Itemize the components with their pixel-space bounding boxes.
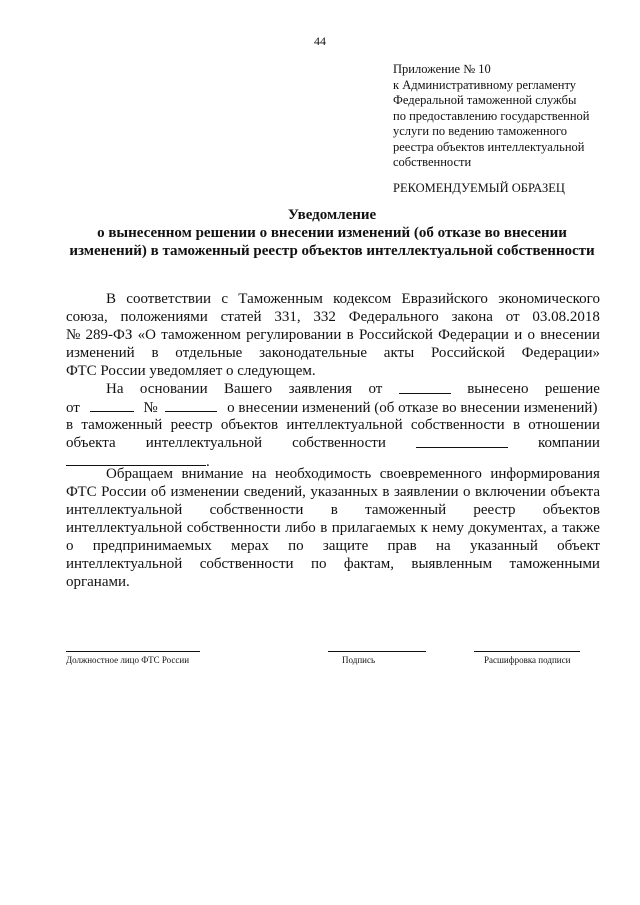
- word: статей: [220, 309, 262, 325]
- decision-number-blank[interactable]: [165, 398, 217, 412]
- word: с: [221, 291, 229, 307]
- word: основании: [139, 381, 208, 397]
- signature-line[interactable]: [328, 651, 426, 652]
- word: о внесении изменений (об отказе во внесении изменений): [227, 400, 598, 416]
- word: отношении: [528, 417, 600, 433]
- word: Таможенным: [238, 291, 323, 307]
- word: также: [562, 520, 600, 536]
- word: 03.08.2018: [532, 309, 600, 325]
- word: Российской: [430, 345, 505, 361]
- word: объектов: [542, 502, 600, 518]
- text-line: [66, 519, 600, 537]
- word: законодательные: [259, 345, 368, 361]
- word: России: [101, 484, 147, 500]
- word: таможенный: [81, 417, 163, 433]
- word: №: [143, 400, 158, 416]
- word: прав: [387, 538, 417, 554]
- appendix-line: к Административному регламенту: [393, 77, 577, 92]
- appendix-line: по предоставлению государственной: [393, 108, 590, 123]
- word: о: [66, 538, 74, 554]
- word: защите: [322, 538, 369, 554]
- word: внесении: [540, 327, 600, 343]
- word: Евразийского: [401, 291, 488, 307]
- word: 332: [313, 309, 336, 325]
- word: Российской: [358, 327, 433, 343]
- word: регулировании: [246, 327, 342, 343]
- text-line: [66, 555, 600, 573]
- word: документах,: [468, 520, 547, 536]
- appendix-line: реестра объектов интеллектуальной: [393, 139, 585, 154]
- paragraph-decision: [66, 380, 600, 470]
- word: таможенный: [365, 502, 447, 518]
- word: союза,: [66, 309, 108, 325]
- appendix-block: [393, 62, 608, 171]
- word: сведений,: [243, 484, 306, 500]
- decoding-signature-line[interactable]: [474, 651, 580, 652]
- word: в: [346, 327, 354, 343]
- word: либо: [285, 520, 316, 536]
- word: прилагаемых: [331, 520, 417, 536]
- word: изменений: [66, 345, 135, 361]
- text-line: [66, 501, 600, 519]
- word: а: [551, 520, 558, 536]
- word: Федерального: [348, 309, 439, 325]
- word: об: [150, 484, 167, 500]
- word: Федерации»: [521, 345, 600, 361]
- paragraph-legal-basis: [66, 290, 600, 380]
- page-number: 44: [314, 34, 326, 48]
- word: на: [436, 538, 451, 554]
- word: и: [514, 327, 523, 343]
- word: «О: [137, 327, 156, 343]
- word: включении: [475, 484, 546, 500]
- word: собственности: [186, 520, 281, 536]
- word: Обращаем: [106, 466, 173, 482]
- word: Вашего: [224, 381, 273, 397]
- word: в: [320, 520, 328, 536]
- word: предпринимаемых: [92, 538, 212, 554]
- word: собственности: [209, 502, 304, 518]
- word: от: [505, 309, 520, 325]
- appendix-line: Федеральной таможенной службы: [393, 93, 577, 107]
- document-title: [62, 206, 602, 260]
- word: таможенными: [509, 556, 600, 572]
- word: объект: [557, 538, 600, 554]
- title-heading: Уведомление: [287, 207, 377, 223]
- word: 331,: [274, 309, 301, 325]
- word: соответствии: [126, 291, 212, 307]
- company-name-blank[interactable]: [66, 452, 206, 466]
- word: интеллектуальной: [66, 502, 183, 518]
- word: заявлении: [393, 484, 459, 500]
- word: интеллектуальной: [286, 417, 403, 433]
- title-line: изменений) в таможенный реестр объектов интеллектуальной собственности: [69, 243, 595, 259]
- word: вынесено: [467, 381, 529, 397]
- appendix-line: собственности: [393, 155, 472, 169]
- application-date-blank[interactable]: [399, 380, 451, 394]
- word: от: [66, 400, 80, 416]
- decoding-caption: Расшифровка подписи: [484, 655, 571, 665]
- word: от: [368, 381, 383, 397]
- word: мерах: [231, 538, 269, 554]
- text-line: [66, 416, 600, 434]
- word: На: [106, 381, 124, 397]
- word: заявления: [288, 381, 353, 397]
- word: объекта: [550, 484, 600, 500]
- word: внимание: [181, 466, 244, 482]
- word: таможенном: [161, 327, 241, 343]
- text-line: [66, 537, 600, 555]
- word: кодексом: [333, 291, 392, 307]
- word: компании: [537, 435, 600, 451]
- word: необходимость: [274, 466, 372, 482]
- period: .: [206, 454, 210, 470]
- text-line: [66, 344, 600, 362]
- word: в: [382, 484, 390, 500]
- official-caption: Должностное лицо ФТС России: [66, 655, 190, 665]
- word: указанных: [310, 484, 378, 500]
- word: №: [66, 327, 81, 343]
- word: в: [512, 417, 521, 433]
- word: объектов: [220, 417, 279, 433]
- word: интеллектуальной: [66, 520, 183, 536]
- official-signature-line[interactable]: [66, 651, 200, 652]
- text-line: [66, 308, 600, 326]
- text-line: органами.: [66, 574, 130, 590]
- word: по: [288, 538, 304, 554]
- word: информирования: [490, 466, 600, 482]
- word: реестр: [473, 502, 516, 518]
- word: к: [420, 520, 428, 536]
- word: реестр: [170, 417, 213, 433]
- appendix-line: Приложение № 10: [393, 62, 491, 76]
- word: нему: [432, 520, 464, 536]
- word: изменении: [170, 484, 240, 500]
- word: решение: [544, 381, 600, 397]
- word: отдельные: [175, 345, 243, 361]
- word: собственности: [199, 556, 294, 572]
- word: акты: [383, 345, 415, 361]
- word: экономического: [498, 291, 600, 307]
- word: о: [463, 484, 471, 500]
- word: фактам,: [343, 556, 394, 572]
- text-line: [66, 326, 600, 344]
- word: объекта: [66, 435, 116, 451]
- ip-object-blank[interactable]: [416, 434, 508, 448]
- word: на: [251, 466, 267, 482]
- decision-date-blank[interactable]: [90, 398, 134, 412]
- word: В: [106, 291, 117, 307]
- sample-label: РЕКОМЕНДУЕМЫЙ ОБРАЗЕЦ: [393, 181, 565, 195]
- text-line: [66, 290, 600, 308]
- word: своевременного: [379, 466, 482, 482]
- text-line: [66, 434, 600, 452]
- word: ФТС: [66, 484, 97, 500]
- word: о: [527, 327, 535, 343]
- word: интеллектуальной: [66, 556, 183, 572]
- appendix-line: услуги по ведению таможенного: [393, 124, 567, 138]
- text-line: ФТС России уведомляет о следующем.: [66, 363, 316, 379]
- text-line: [66, 465, 600, 483]
- word: 289-ФЗ: [85, 327, 133, 343]
- word: положениями: [120, 309, 208, 325]
- word: по: [310, 556, 327, 572]
- paragraph-notice: [66, 465, 600, 591]
- word: выявленным: [411, 556, 493, 572]
- text-line: [66, 380, 600, 398]
- word: Федерации: [438, 327, 509, 343]
- word: в: [66, 417, 74, 433]
- signature-caption: Подпись: [342, 655, 376, 665]
- text-line: [66, 483, 600, 501]
- word: собственности: [292, 435, 386, 451]
- title-line: о вынесенном решении о внесении изменений (об отказе во внесении: [97, 225, 567, 241]
- word: в: [151, 345, 159, 361]
- word: в: [330, 502, 338, 518]
- word: закона: [451, 309, 493, 325]
- word: собственности: [410, 417, 505, 433]
- text-line: [66, 398, 600, 416]
- word: интеллектуальной: [145, 435, 263, 451]
- word: указанный: [469, 538, 538, 554]
